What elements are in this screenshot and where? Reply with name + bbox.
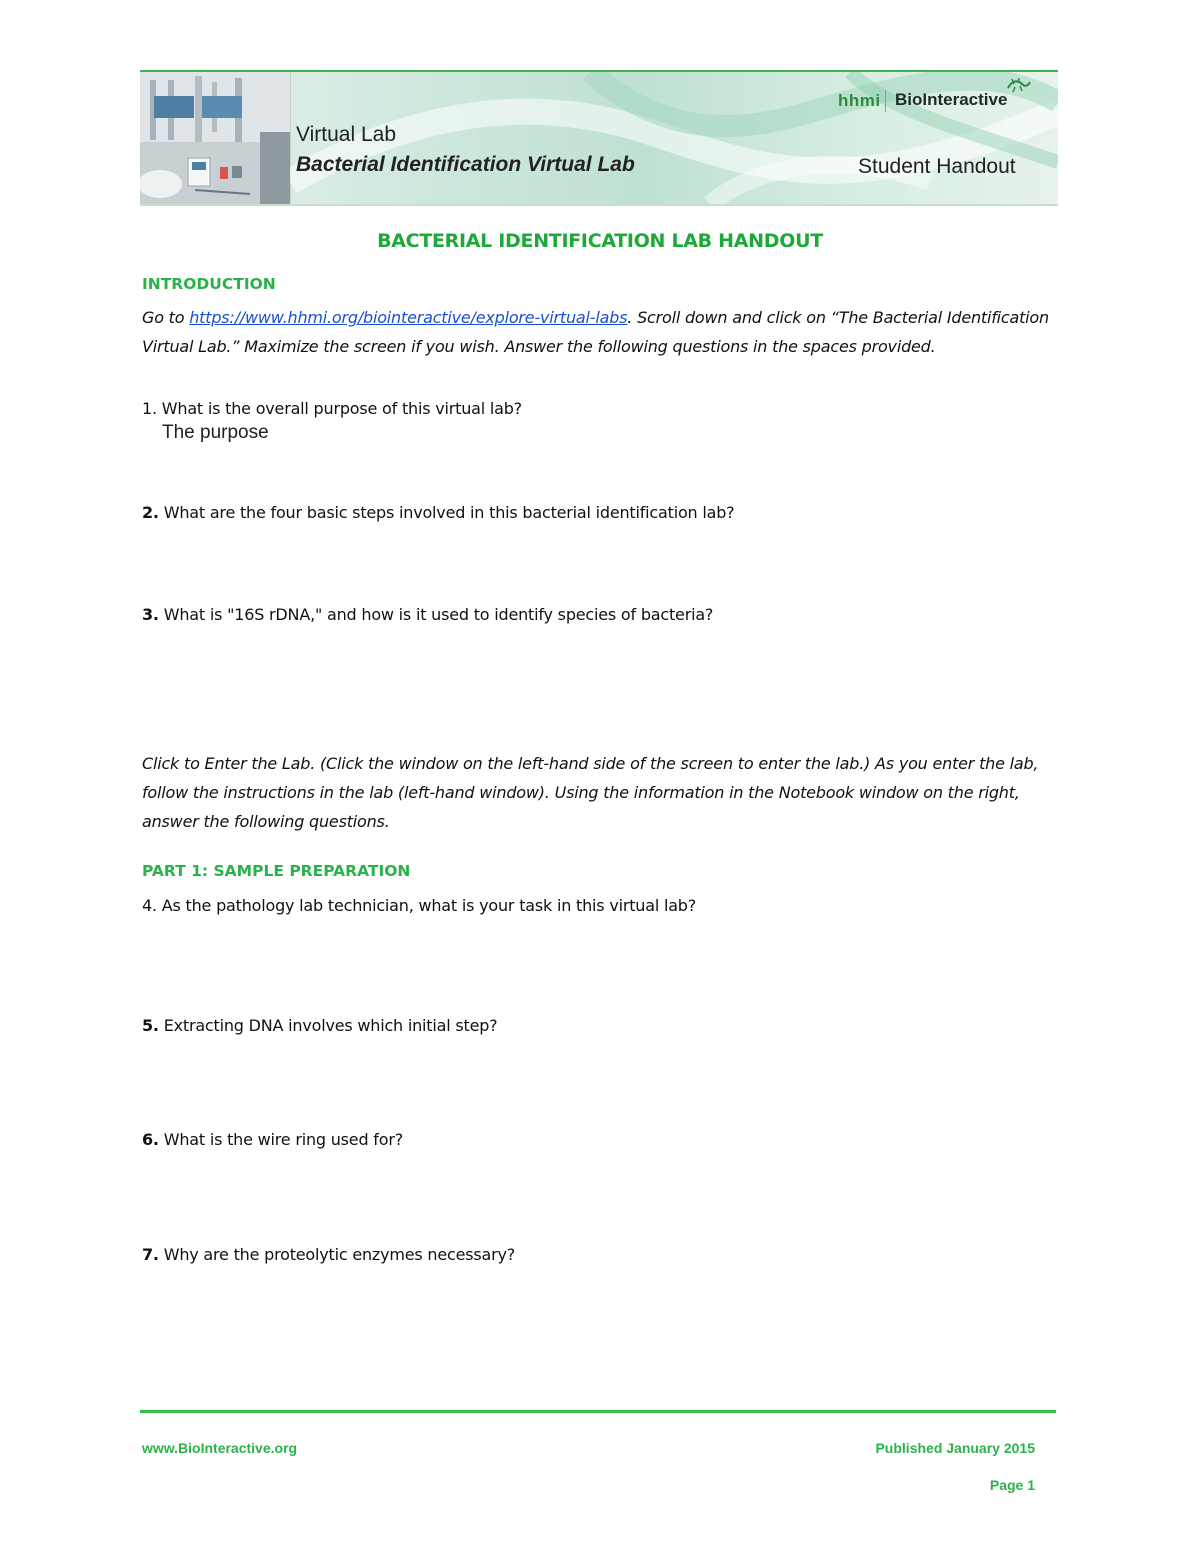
student-handout-label: Student Handout	[858, 155, 1016, 178]
banner-title: Bacterial Identification Virtual Lab	[296, 153, 635, 176]
question-7	[142, 1245, 515, 1264]
document-title: BACTERIAL IDENTIFICATION LAB HANDOUT	[377, 230, 823, 252]
biointeractive-logo: BioInteractive	[895, 90, 1008, 109]
question-3	[142, 605, 713, 624]
introduction-heading: INTRODUCTION	[142, 275, 276, 293]
question-text: Extracting DNA involves which initial step?	[158, 1016, 498, 1035]
question-number: 2.	[142, 503, 159, 522]
question-number: 3.	[142, 605, 159, 624]
question-text: Why are the proteolytic enzymes necessary?	[158, 1245, 516, 1264]
footer-page-number: Page 1	[989, 1477, 1035, 1493]
question-number: 7.	[142, 1245, 159, 1264]
lab-scene-icon	[140, 72, 290, 204]
part1-heading: PART 1: SAMPLE PREPARATION	[142, 862, 411, 880]
question-number: 6.	[142, 1130, 159, 1149]
question-text: As the pathology lab technician, what is your task in this virtual lab?	[156, 896, 697, 915]
hhmi-logo: hhmi	[838, 91, 881, 110]
lizard-logo-icon	[1006, 76, 1032, 94]
answer-1[interactable]: The purpose	[162, 422, 269, 443]
intro-text-after: . Scroll down and click on “The Bacterial Identification Virtual Lab.” Maximize the screen if you wish. Answer the following questions in the spaces provided.	[142, 308, 1049, 356]
question-6	[142, 1130, 403, 1149]
question-5	[142, 1016, 497, 1035]
virtual-labs-link[interactable]: https://www.hhmi.org/biointeractive/explore-virtual-labs	[189, 308, 628, 327]
banner-subtitle: Virtual Lab	[296, 123, 397, 146]
lab-photo	[140, 72, 291, 204]
question-number: 5.	[142, 1016, 159, 1035]
footer-divider	[140, 1410, 1056, 1413]
introduction-paragraph	[142, 303, 1062, 361]
footer-website[interactable]: www.BioInteractive.org	[142, 1440, 298, 1456]
question-text: What are the four basic steps involved in this bacterial identification lab?	[158, 503, 735, 522]
logo-divider	[885, 90, 886, 112]
intro-text-before: Go to	[142, 308, 190, 327]
question-4	[142, 896, 696, 915]
footer-published-date: Published January 2015	[875, 1440, 1035, 1456]
question-text: What is the overall purpose of this virtual lab?	[156, 399, 522, 418]
question-text: What is "16S rDNA," and how is it used to identify species of bacteria?	[158, 605, 714, 624]
question-number: 1.	[142, 399, 157, 418]
question-number: 4.	[142, 896, 157, 915]
enter-lab-paragraph: Click to Enter the Lab. (Click the window on the left-hand side of the screen to enter the lab.) As you enter the lab, follow the instructions in the lab (left-hand window). Using the information in the Notebook window on the right, answer the following questions.	[142, 754, 1039, 831]
question-text: What is the wire ring used for?	[158, 1130, 403, 1149]
question-2	[142, 503, 734, 522]
question-1	[142, 399, 522, 418]
